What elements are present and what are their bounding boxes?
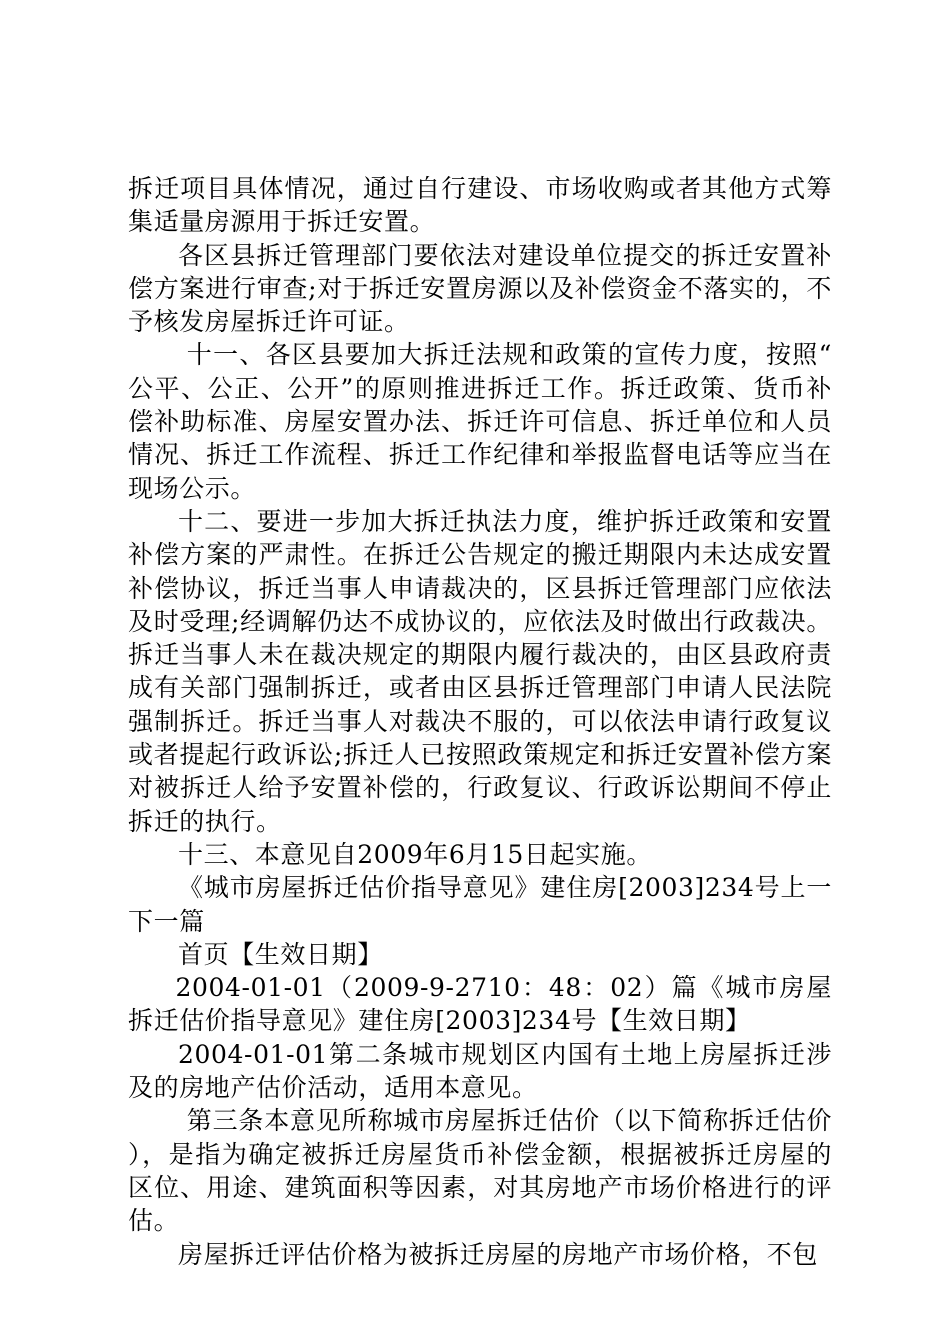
paragraph-article-2: 2004-01-01第二条城市规划区内国有土地上房屋拆迁涉及的房地产估价活动，适用本意见。 xyxy=(128,1039,832,1103)
paragraph-guideline-title: 《城市房屋拆迁估价指导意见》建住房[2003]234号上一下一篇 xyxy=(128,873,832,936)
paragraph-housing-source: 拆迁项目具体情况，通过自行建设、市场收购或者其他方式筹集适量房源用于拆迁安置。 xyxy=(128,174,832,237)
paragraph-article-11: 十一、各区县要加大拆迁法规和政策的宣传力度，按照“公平、公正、公开”的原则推进拆迁工作。拆迁政策、货币补偿补助标准、房屋安置办法、拆迁许可信息、拆迁单位和人员情况、拆迁工作流程、拆迁工作纪律和举报监督电话等应当在现场公示。 xyxy=(128,340,832,503)
paragraph-article-13: 十三、本意见自2009年6月15日起实施。 xyxy=(178,839,652,869)
paragraph-valuation-price: 房屋拆迁评估价格为被拆迁房屋的房地产市场价格，不包 xyxy=(178,1239,819,1269)
paragraph-date-reference: 2004-01-01（2009-9-2710：48：02）篇《城市房屋拆迁估价指导意见》建住房[2003]234号【生效日期】 xyxy=(128,973,832,1036)
paragraph-home-effective-date: 首页【生效日期】 xyxy=(178,939,383,969)
paragraph-article-3: 第三条本意见所称城市房屋拆迁估价（以下简称拆迁估价），是指为确定被拆迁房屋货币补偿金额，根据被拆迁房屋的区位、用途、建筑面积等因素，对其房地产市场价格进行的评估。 xyxy=(128,1106,832,1236)
paragraph-plan-review: 各区县拆迁管理部门要依法对建设单位提交的拆迁安置补偿方案进行审查;对于拆迁安置房源以及补偿资金不落实的，不予核发房屋拆迁许可证。 xyxy=(128,240,832,337)
paragraph-article-12: 十二、要进一步加大拆迁执法力度，维护拆迁政策和安置补偿方案的严肃性。在拆迁公告规定的搬迁期限内未达成安置补偿协议，拆迁当事人申请裁决的，区县拆迁管理部门应依法及时受理;经调解仍达不成协议的，应依法及时做出行政裁决。拆迁当事人未在裁决规定的期限内履行裁决的，由区县政府责成有关部门强制拆迁，或者由区县拆迁管理部门申请人民法院强制拆迁。拆迁当事人对裁决不服的，可以依法申请行政复议或者提起行政诉讼;拆迁人已按照政策规定和拆迁安置补偿方案对被拆迁人给予安置补偿的，行政复议、行政诉讼期间不停止拆迁的执行。 xyxy=(128,506,832,836)
document-body xyxy=(128,172,832,1271)
